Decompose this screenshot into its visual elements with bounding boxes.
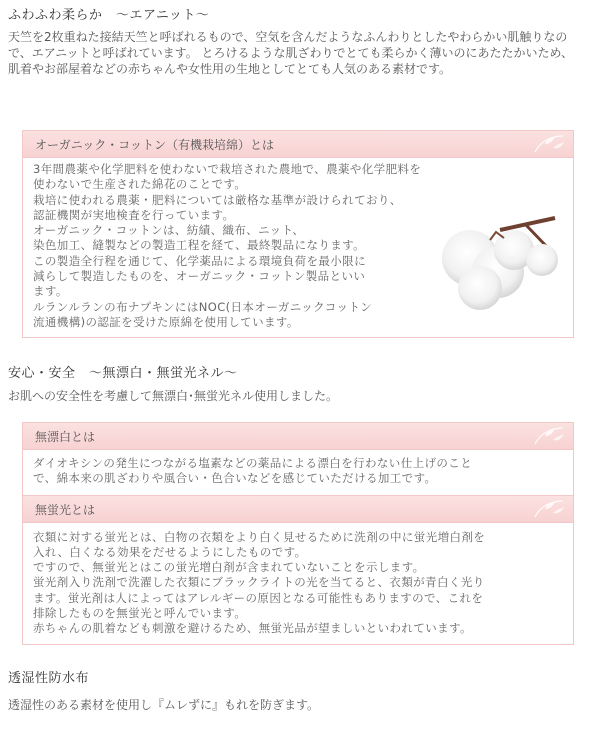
- organic-cotton-heading: オーガニック・コットン（有機栽培綿）とは: [35, 138, 275, 152]
- section-title-safety: 安心・安全 ～無漂白・無蛍光ネル～: [8, 366, 238, 381]
- non-fluorescent-body: 衣類に対する蛍光とは、白物の衣類をより白く見せるために洗剤の中に蛍光増白剤を 入れ、白くなる効果をだせるようにしたものです。 ですので、無蛍光とはこの蛍光増白剤が含まれていないことを示します。 蛍光剤入り洗剤で洗濯した衣類にブラックライトの光を当てると、衣類が青白く光り ます。蛍光剤は人によってはアレルギーの原因となる可能性もありますので、これを 排除したものを無蛍光と呼んでいます。 赤ちゃんの肌着なども刺激を避けるため、無蛍光品が望ましいといわれています。: [33, 529, 486, 636]
- non-fluorescent-header: [23, 495, 573, 523]
- non-bleach-heading: 無漂白とは: [35, 430, 96, 444]
- organic-cotton-header: [23, 131, 573, 158]
- non-bleach-body: ダイオキシンの発生につながる塩素などの薬品による漂白を行わない仕上げのこと で、綿本来の肌ざわりや風合い・色合いなどを感じていただける加工です。: [33, 456, 473, 486]
- section-text-safety: お肌への安全性を考慮して無漂白･無蛍光ネル使用しました。: [8, 389, 339, 403]
- leaf-ornament-icon: [531, 424, 567, 448]
- non-fluorescent-heading: 無蛍光とは: [35, 502, 96, 517]
- section-text-waterproof: 透湿性のある素材を使用し『ムレずに』もれを防ぎます。: [8, 698, 320, 712]
- cotton-boll-image: [430, 210, 565, 315]
- leaf-ornament-icon: [531, 132, 567, 156]
- section-title-air-knit: ふわふわ柔らか ～エアニット～: [8, 8, 210, 23]
- non-bleach-header: [23, 423, 573, 450]
- section-title-waterproof: 透湿性防水布: [8, 671, 90, 686]
- section-text-air-knit: 天竺を2枚重ねた接結天竺と呼ばれるもので、空気を含んだようなふんわりとしたやわらかい肌触りなので、エアニットと呼ばれています。 とろけるような肌ざわりでとても柔らかく薄いのにあたたかいため、肌着やお部屋着などの赤ちゃんや女性用の生地としてとても人気のある素材です。: [8, 30, 574, 76]
- organic-cotton-body: 3年間農薬や化学肥料を使わないで栽培された農地で、農薬や化学肥料を 使わないで生産された綿花のことです。 栽培に使われる農薬・肥料については厳格な基準が設けられており、 認証機関が実地検査を行っています。 オーガニック・コットンは、紡績、織布、ニット、 染色加工、縫製などの製造工程を経て、最終製品になります。 この製造全行程を通じて、化学薬品による環境負荷を最小限に 減らして製造したものを、オーガニック・コットン製品といい ます。 ルランルランの布ナプキンにはNOC(日本オーガニックコットン 流通機構)の認証を受けた原綿を使用しています。: [33, 162, 422, 329]
- leaf-ornament-icon: [531, 497, 567, 521]
- non-bleach-box: [22, 422, 574, 645]
